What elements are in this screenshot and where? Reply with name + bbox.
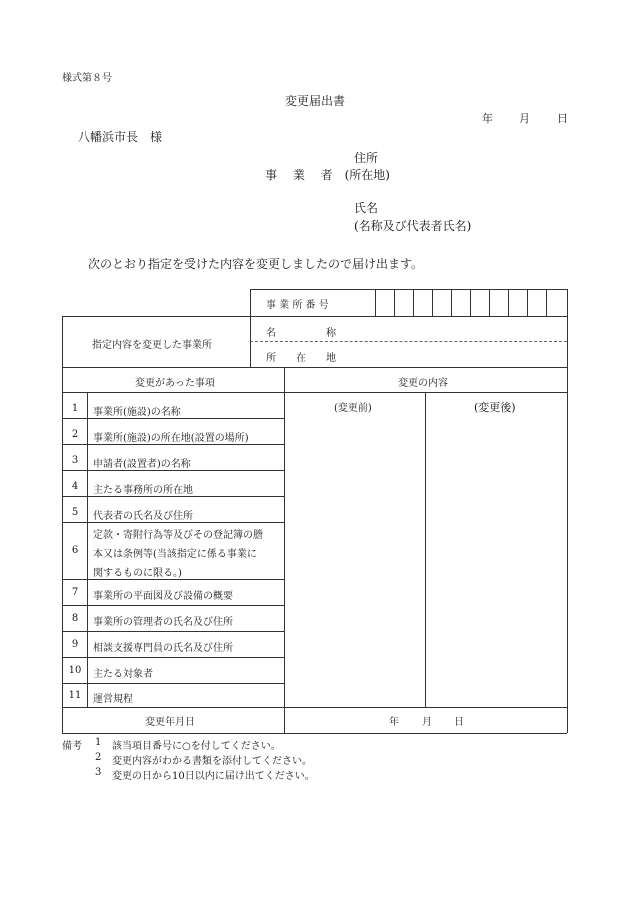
note-text: 変更内容がわかる書類を添付してください。 [112,756,312,767]
form-title: 変更届出書 [284,94,345,108]
item-text-line-3: 関するものに限る。) [93,568,182,579]
facility-name-field[interactable] [375,317,567,341]
business-label: 事 業 者 (所在地) [265,168,390,182]
facility-location-field[interactable] [375,342,567,366]
item-number[interactable]: 9 [71,639,79,650]
item-number[interactable]: 7 [71,587,79,598]
item-number[interactable]: 11 [68,690,82,701]
item-text: 事業所(施設)の名称 [93,407,181,418]
form-number: 様式第８号 [62,73,112,84]
item-text: 事業所(施設)の所在地(設置の場所) [93,433,249,444]
item-text: 相談支援専門員の氏名及び住所 [93,643,233,654]
note-text: 該当項目番号に○を付してください。 [112,741,281,752]
item-number[interactable]: 8 [71,613,79,624]
content-header: 変更の内容 [398,378,448,389]
change-date-month: 月 [422,717,432,728]
name-subtitle: (名称及び代表者氏名) [354,219,472,233]
facility-location-label: 所 在 地 [266,353,336,364]
changed-office-label: 指定内容を変更した事業所 [92,340,212,351]
change-date-label: 変更年月日 [145,717,195,728]
item-text: 主たる対象者 [93,669,153,680]
note-number: 1 [95,737,102,748]
office-number-label: 事 業 所 番 号 [266,300,329,311]
item-number[interactable]: 4 [71,481,79,492]
item-number[interactable]: 2 [71,429,79,440]
notes-label: 備考 [62,741,82,752]
facility-name-label: 名 称 [266,328,336,339]
after-label: (変更後) [474,401,516,414]
date-year: 年 [482,112,493,125]
change-date-field[interactable] [285,708,566,732]
item-text-line-2: 本又は条例等(当該指定に係る事業に [93,549,257,560]
change-date-day: 日 [454,717,464,728]
note-number: 2 [95,752,102,763]
item-text: 事業所の平面図及び設備の概要 [93,591,233,602]
office-number-box[interactable] [375,289,567,316]
date-month: 月 [519,112,530,125]
item-number[interactable]: 5 [71,507,79,518]
change-date-year: 年 [389,717,399,728]
item-text: 運営規程 [93,694,133,705]
after-content-area[interactable] [426,413,566,706]
item-text: 事業所の管理者の氏名及び住所 [93,617,233,628]
address-label: 住所 [354,151,379,165]
addressee: 八幡浜市長 様 [78,130,163,144]
before-content-area[interactable] [285,413,424,706]
note-text: 変更の日から10日以内に届け出てください。 [112,771,315,782]
item-number[interactable]: 10 [68,665,82,676]
date-day: 日 [557,112,568,125]
before-label: (変更前) [334,403,372,414]
items-header: 変更があった事項 [135,378,215,389]
note-number: 3 [95,767,102,778]
name-label: 氏名 [354,201,379,215]
item-text-line-1: 定款・寄附行為等及びその登記簿の謄 [93,530,263,541]
item-number[interactable]: 1 [71,403,79,414]
item-number[interactable]: 6 [71,545,79,556]
item-number[interactable]: 3 [71,455,79,466]
item-text: 主たる事務所の所在地 [93,485,193,496]
item-text: 申請者(設置者)の名称 [93,459,191,470]
statement: 次のとおり指定を受けた内容を変更しましたので届け出ます。 [88,257,424,271]
item-text: 代表者の氏名及び住所 [93,511,193,522]
